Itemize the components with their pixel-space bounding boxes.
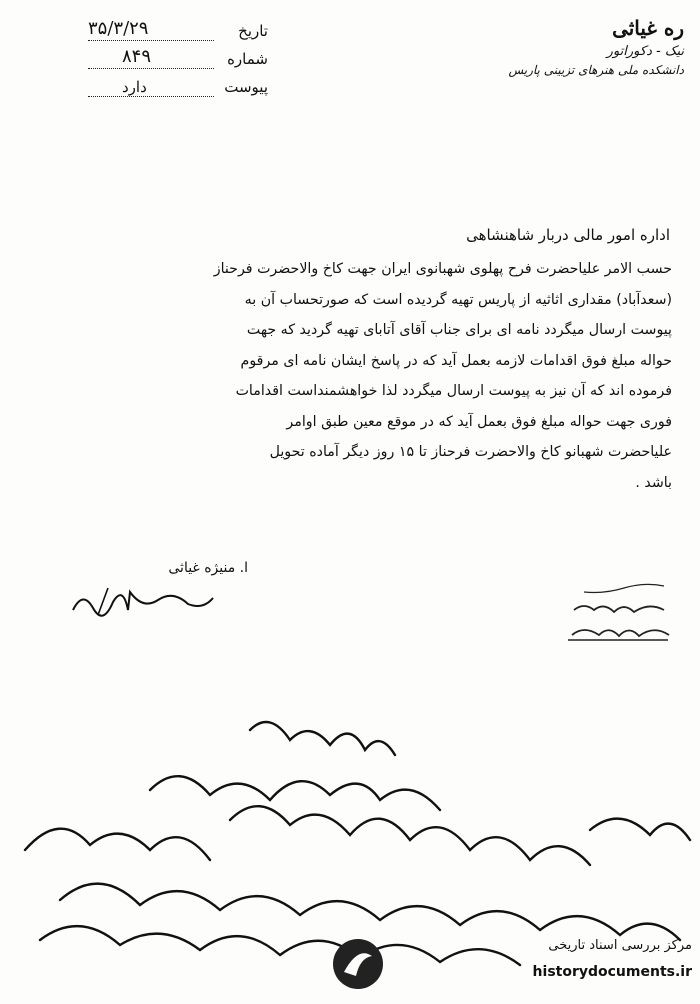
body-line: باشد . <box>635 474 672 491</box>
attachment-label: پیوست <box>224 78 268 96</box>
signature-scribble <box>68 580 218 620</box>
number-underline <box>88 68 214 69</box>
archive-watermark <box>330 930 700 1004</box>
date-label: تاریخ <box>238 22 268 40</box>
body-line: علیاحضرت شهبانو کاخ والاحضرت فرحناز تا ۱۵ روز دیگر آماده تحویل <box>269 444 672 460</box>
body-line: پیوست ارسال میگردد نامه ای برای جناب آقای آتابای تهیه گردید که جهت <box>246 322 672 338</box>
body-line: حسب الامر علیاحضرت فرح پهلوی شهبانوی ایران جهت کاخ والاحضرت فرحناز <box>213 261 672 277</box>
registration-stamp <box>564 580 674 650</box>
meta-number-row <box>88 46 268 74</box>
meta-date-row <box>88 18 268 46</box>
archive-site: historydocuments.ir <box>532 964 692 980</box>
addressee: اداره امور مالی دربار شاهنشاهی <box>466 226 670 244</box>
body-line: فوری جهت حواله مبلغ فوق بعمل آید که در موقع معین طبق اوامر <box>286 413 672 430</box>
signature-name: ا. منیژه غیاثی <box>168 560 248 576</box>
attachment-value: دارد <box>122 78 147 96</box>
meta-attachment-row <box>88 74 268 102</box>
letterhead-org: دانشکده ملی هنرهای تزیینی پاریس <box>508 63 684 77</box>
attachment-underline <box>88 96 214 97</box>
archive-logo-icon <box>330 936 386 992</box>
meta-block <box>88 18 268 102</box>
letter-body <box>32 254 672 498</box>
date-underline <box>88 40 214 41</box>
letterhead <box>484 16 684 77</box>
number-label: شماره <box>227 50 268 68</box>
body-line: فرموده اند که آن نیز به پیوست ارسال میگردد لذا خواهشمنداست اقدامات <box>235 383 672 399</box>
body-line: (سعدآباد) مقداری اثاثیه از پاریس تهیه گردیده است که صورتحساب آن به <box>244 291 672 308</box>
body-line: حواله مبلغ فوق اقدامات لازمه بعمل آید که در پاسخ ایشان نامه ای مرقوم <box>240 352 672 369</box>
letterhead-name: ره غیاثی <box>612 16 684 40</box>
letterhead-title: نیک - دکوراتور <box>606 44 684 59</box>
number-value: ۸۴۹ <box>122 46 152 67</box>
archive-name: مرکز بررسی اسناد تاریخی <box>548 938 692 953</box>
date-value: ۳۵/۳/۲۹ <box>88 18 149 39</box>
signature-block <box>68 560 248 620</box>
